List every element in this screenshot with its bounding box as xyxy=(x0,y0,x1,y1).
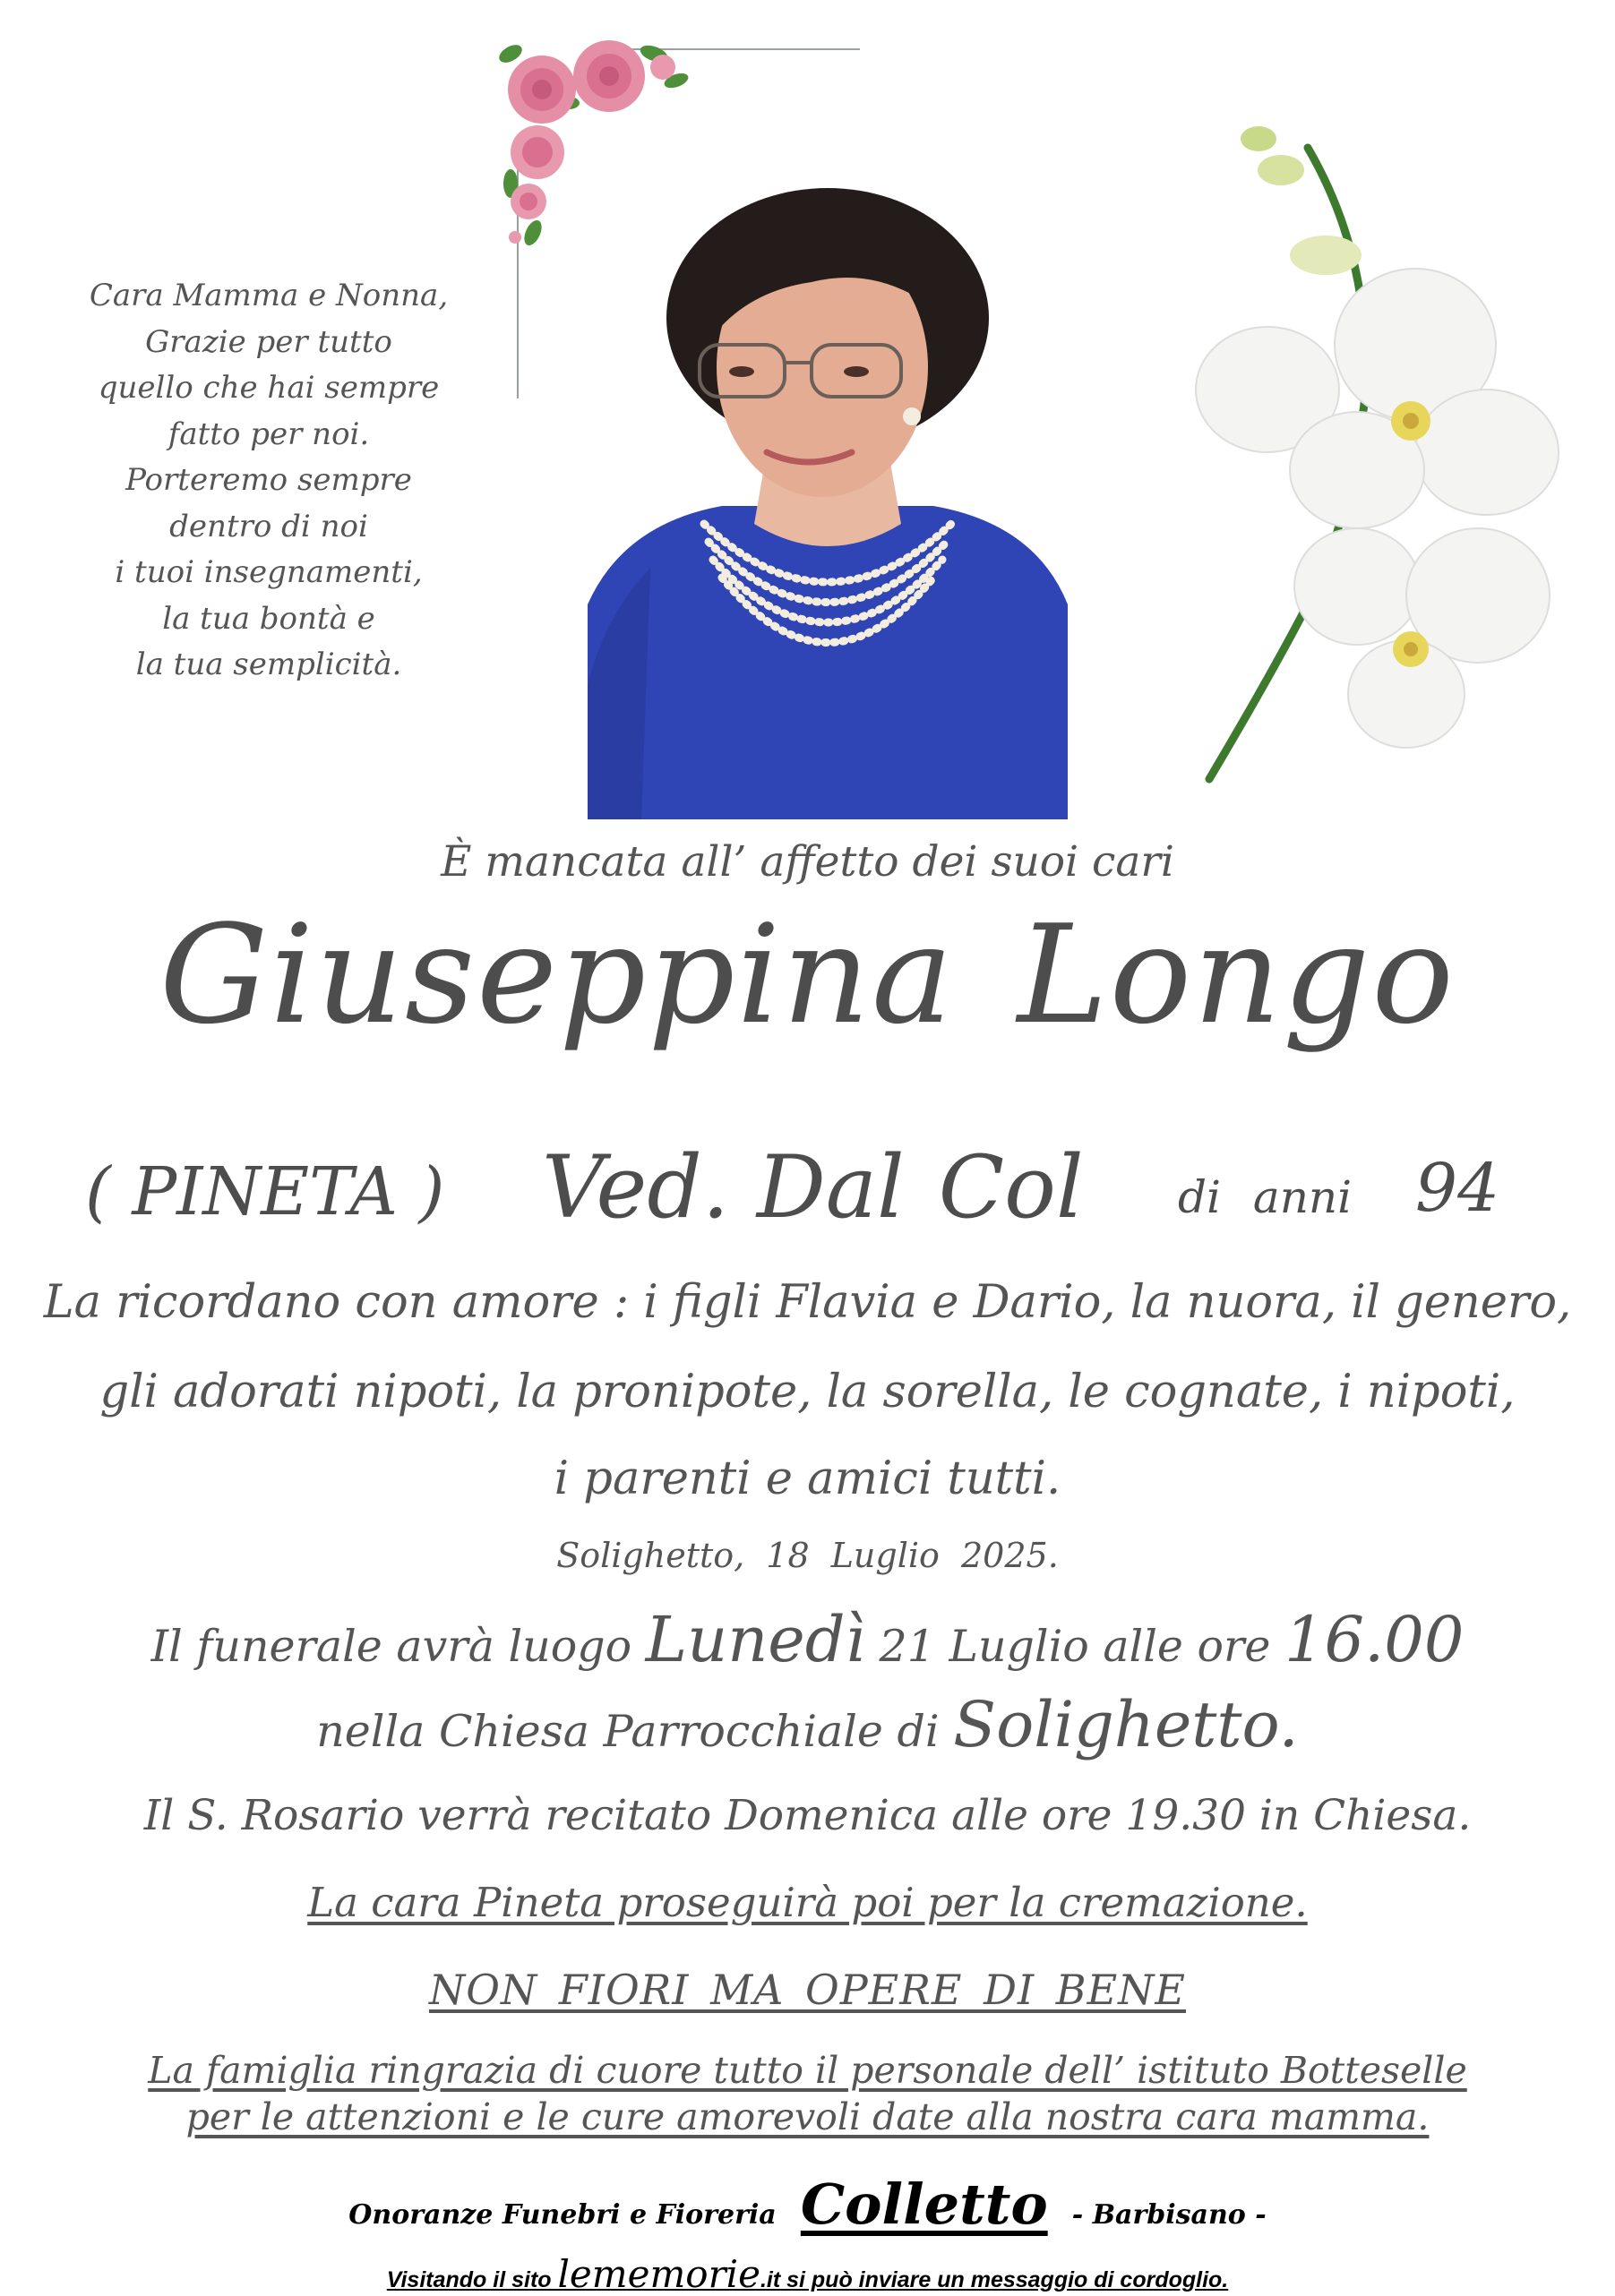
funeral-prefix: Il funerale avrà luogo xyxy=(150,1621,646,1672)
deceased-name xyxy=(0,895,1615,1054)
website-footer xyxy=(0,2252,1615,2296)
funeral-home-footer xyxy=(0,2172,1615,2237)
rosary-notice: Il S. Rosario verrà recitato Domenica alle ore 19.30 in Chiesa. xyxy=(143,1791,1472,1840)
date-place: Solighetto, 18 Luglio 2025. xyxy=(556,1536,1059,1575)
no-flowers-notice: NON FIORI MA OPERE DI BENE xyxy=(429,1966,1186,2014)
dedication-line: quello che hai sempre xyxy=(98,370,440,406)
dedication-line: Porteremo sempre xyxy=(125,462,412,498)
widow-name xyxy=(542,1137,1084,1238)
age-value: 94 xyxy=(1415,1150,1500,1227)
funeral-day: Lunedì xyxy=(645,1603,865,1676)
family-line: gli adorati nipoti, la pronipote, la sorella, le cognate, i nipoti, xyxy=(99,1366,1516,1418)
church-details xyxy=(0,1688,1615,1761)
dedication-line: Cara Mamma e Nonna, xyxy=(89,278,449,313)
funeral-time: 16.00 xyxy=(1284,1603,1465,1676)
last-name: Longo xyxy=(1017,895,1456,1054)
dedication-line: fatto per noi. xyxy=(168,416,370,452)
dedication-line: la tua semplicità. xyxy=(135,647,402,682)
family-line: i parenti e amici tutti. xyxy=(554,1452,1061,1505)
dedication-line: i tuoi insegnamenti, xyxy=(115,554,423,590)
dedication-line: Grazie per tutto xyxy=(145,323,392,360)
funeral-home-location: - Barbisano - xyxy=(1071,2199,1267,2231)
visit-suffix: si può inviare un messaggio di cordoglio. xyxy=(780,2267,1229,2292)
thanks-line: La famiglia ringrazia di cuore tutto il personale dell’ istituto Botteselle xyxy=(148,2049,1467,2092)
website-link[interactable]: lememorie xyxy=(557,2252,760,2296)
website-tld: .it xyxy=(760,2267,781,2292)
visit-prefix: Visitando il sito xyxy=(386,2267,558,2292)
funeral-date: 21 Luglio alle ore xyxy=(864,1621,1284,1672)
nickname: ( PINETA ) xyxy=(85,1153,445,1230)
widow-prefix: Ved. Dal xyxy=(542,1137,905,1238)
family-line: La ricordano con amore : i figli Flavia e Dario, la nuora, il genero, xyxy=(43,1276,1572,1329)
age-label: di anni xyxy=(1178,1171,1353,1223)
funeral-home-prefix: Onoranze Funebri e Fioreria xyxy=(348,2199,777,2231)
widow-surname: Col xyxy=(938,1137,1084,1238)
white-orchid-icon xyxy=(1182,121,1568,801)
funeral-home-brand: Colletto xyxy=(800,2172,1048,2237)
dedication-line: la tua bontà e xyxy=(162,600,375,637)
portrait-photo xyxy=(588,184,1068,819)
thanks-line: per le attenzioni e le cure amorevoli date alla nostra cara mamma. xyxy=(185,2095,1430,2138)
funeral-details xyxy=(0,1603,1615,1676)
announcement-intro: È mancata all’ affetto dei suoi cari xyxy=(441,837,1174,887)
cremation-notice: La cara Pineta proseguirà poi per la cremazione. xyxy=(307,1879,1308,1926)
first-name: Giuseppina xyxy=(159,895,955,1054)
dedication-poem xyxy=(63,273,475,689)
church-place: Solighetto. xyxy=(953,1688,1299,1761)
dedication-line: dentro di noi xyxy=(169,508,368,544)
church-prefix: nella Chiesa Parrocchiale di xyxy=(316,1706,954,1757)
